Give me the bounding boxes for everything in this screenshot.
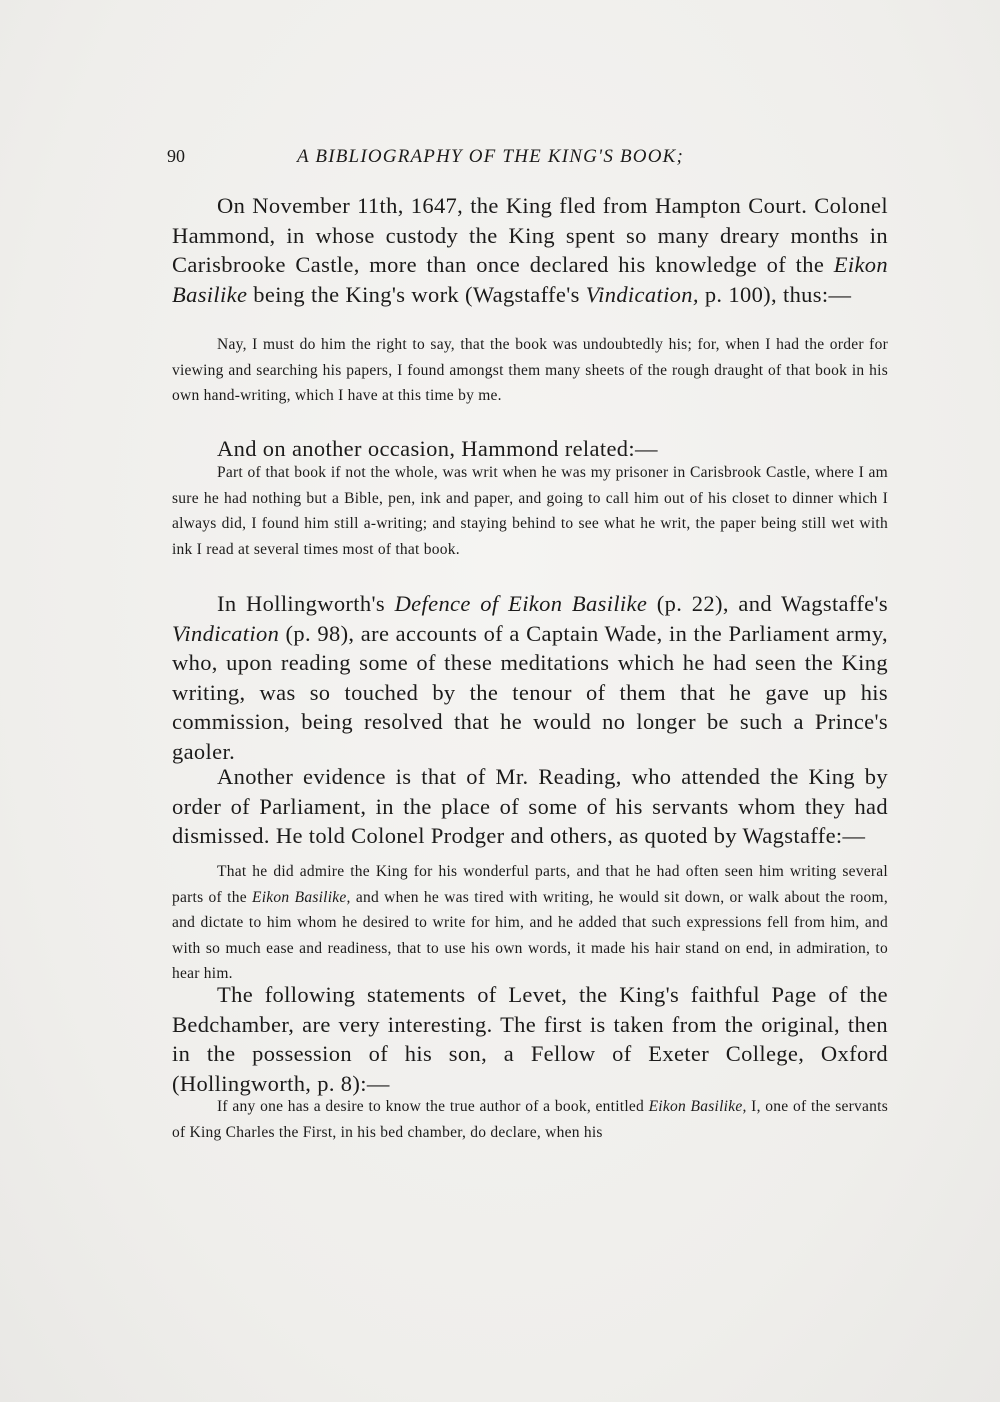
paragraph-text: The following statements of Levet, the King's faithful Page of the Bedchamber, are very interesting. The first is taken from the original, then in the possession of his son, a Fellow of Exeter College, Oxford (Hollingworth, p. 8):— [172, 982, 888, 1096]
running-title: A BIBLIOGRAPHY OF THE KING'S BOOK; [297, 146, 685, 167]
block-quote: Part of that book if not the whole, was writ when he was my prisoner in Carisbrook Castle, where I am sure he had nothing but a Bible, pen, ink and paper, and going to call him out of his closet to dinner which I always did, I found him still a-writing; and staying behind to see what he writ, the paper being still wet with ink I read at several times most of that book. [172, 464, 888, 558]
paragraph-mr-reading [172, 762, 888, 851]
block-quote: Nay, I must do him the right to say, that the book was undoubtedly his; for, when I had the order for viewing and searching his papers, I found amongst them many sheets of the rough draught of that book in his own hand-writing, which I have at this time by me. [172, 336, 888, 404]
page-header [167, 146, 887, 172]
quote-levet [172, 1094, 888, 1145]
paragraph-levet [172, 980, 888, 1098]
quote-hammond-second [172, 460, 888, 562]
paragraph-text: And on another occasion, Hammond related:— [217, 436, 658, 461]
paragraph-text: On November 11th, 1647, the King fled from Hampton Court. Colonel Hammond, in whose custody the King spent so many dreary months in Carisbrooke Castle, more than once declared his knowledge of the Eikon Basilike being the King's work (Wagstaffe's Vindication, p. 100), thus:— [172, 193, 888, 307]
quote-reading [172, 859, 888, 987]
quote-hammond-first [172, 332, 888, 409]
paragraph-flight-from-hampton-court [172, 191, 888, 309]
paragraph-text: In Hollingworth's Defence of Eikon Basilike (p. 22), and Wagstaffe's Vindication (p. 98), are accounts of a Captain Wade, in the Parliament army, who, upon reading some of these meditations which he had seen the King writing, was so touched by the tenour of them that he gave up his commission, being resolved that he would no longer be such a Prince's gaoler. [172, 591, 889, 764]
paragraph-captain-wade [172, 589, 888, 766]
page-number: 90 [167, 146, 185, 166]
paragraph-text: Another evidence is that of Mr. Reading, who attended the King by order of Parliament, in the place of some of his servants whom they had dismissed. He told Colonel Prodger and others, as quoted by Wagstaffe:— [172, 764, 888, 848]
block-quote: That he did admire the King for his wonderful parts, and that he had often seen him writing several parts of the Eikon Basilike, and when he was tired with writing, he would sit down, or walk about the room, and dictate to him whom he desired to write for him, and he added that such expressions fell from him, and with so much ease and readiness, that to use his own words, it made his hair stand on end, in admiration, to hear him. [172, 863, 888, 982]
block-quote: If any one has a desire to know the true author of a book, entitled Eikon Basilike, I, one of the servants of King Charles the First, in his bed chamber, do declare, when his [172, 1098, 888, 1141]
